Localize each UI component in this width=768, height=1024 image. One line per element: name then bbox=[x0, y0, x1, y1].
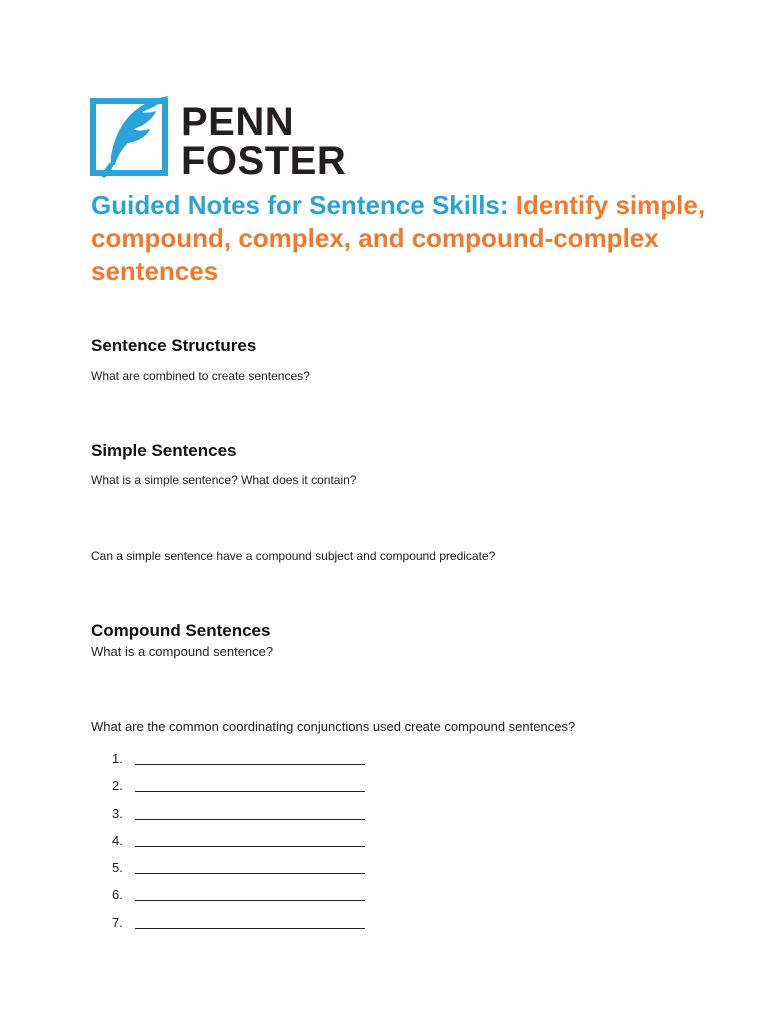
list-number: 3. bbox=[112, 806, 123, 821]
section-heading-sentence-structures: Sentence Structures bbox=[91, 336, 257, 355]
blank-line[interactable] bbox=[135, 791, 365, 792]
page-title bbox=[91, 189, 711, 288]
blank-line[interactable] bbox=[135, 873, 365, 874]
title-prefix: Guided Notes for Sentence Skills: bbox=[91, 190, 509, 220]
blank-line[interactable] bbox=[135, 846, 365, 847]
answer-blank[interactable] bbox=[112, 751, 134, 769]
answer-blank[interactable] bbox=[112, 860, 134, 878]
answer-blank[interactable] bbox=[112, 887, 134, 905]
answer-blank[interactable] bbox=[112, 833, 134, 851]
question-simple-sentence: What is a simple sentence? What does it contain? bbox=[91, 473, 357, 487]
section-heading-simple-sentences: Simple Sentences bbox=[91, 441, 237, 460]
blank-line[interactable] bbox=[135, 900, 365, 901]
question-combined: What are combined to create sentences? bbox=[91, 369, 310, 383]
question-compound-subject: Can a simple sentence have a compound subject and compound predicate? bbox=[91, 549, 496, 563]
list-number: 5. bbox=[112, 860, 123, 875]
penn-foster-logo-icon bbox=[90, 95, 171, 179]
list-number: 6. bbox=[112, 887, 123, 902]
blank-line[interactable] bbox=[135, 928, 365, 929]
answer-blank[interactable] bbox=[112, 806, 134, 824]
question-coordinating-conjunctions: What are the common coordinating conjunctions used create compound sentences? bbox=[91, 719, 576, 734]
list-number: 1. bbox=[112, 751, 123, 766]
answer-blank[interactable] bbox=[112, 778, 134, 796]
list-number: 2. bbox=[112, 778, 123, 793]
list-number: 7. bbox=[112, 915, 123, 930]
logo-word-penn: PENN bbox=[181, 100, 295, 144]
answer-blank[interactable] bbox=[112, 915, 134, 933]
logo-word-foster: FOSTER bbox=[181, 139, 347, 183]
question-compound-sentence: What is a compound sentence? bbox=[91, 644, 274, 659]
blank-line[interactable] bbox=[135, 764, 365, 765]
list-number: 4. bbox=[112, 833, 123, 848]
blank-line[interactable] bbox=[135, 819, 365, 820]
title-topic: Identify simple, compound, complex, and compound-complex sentences bbox=[91, 190, 706, 286]
section-heading-compound-sentences: Compound Sentences bbox=[91, 621, 271, 640]
